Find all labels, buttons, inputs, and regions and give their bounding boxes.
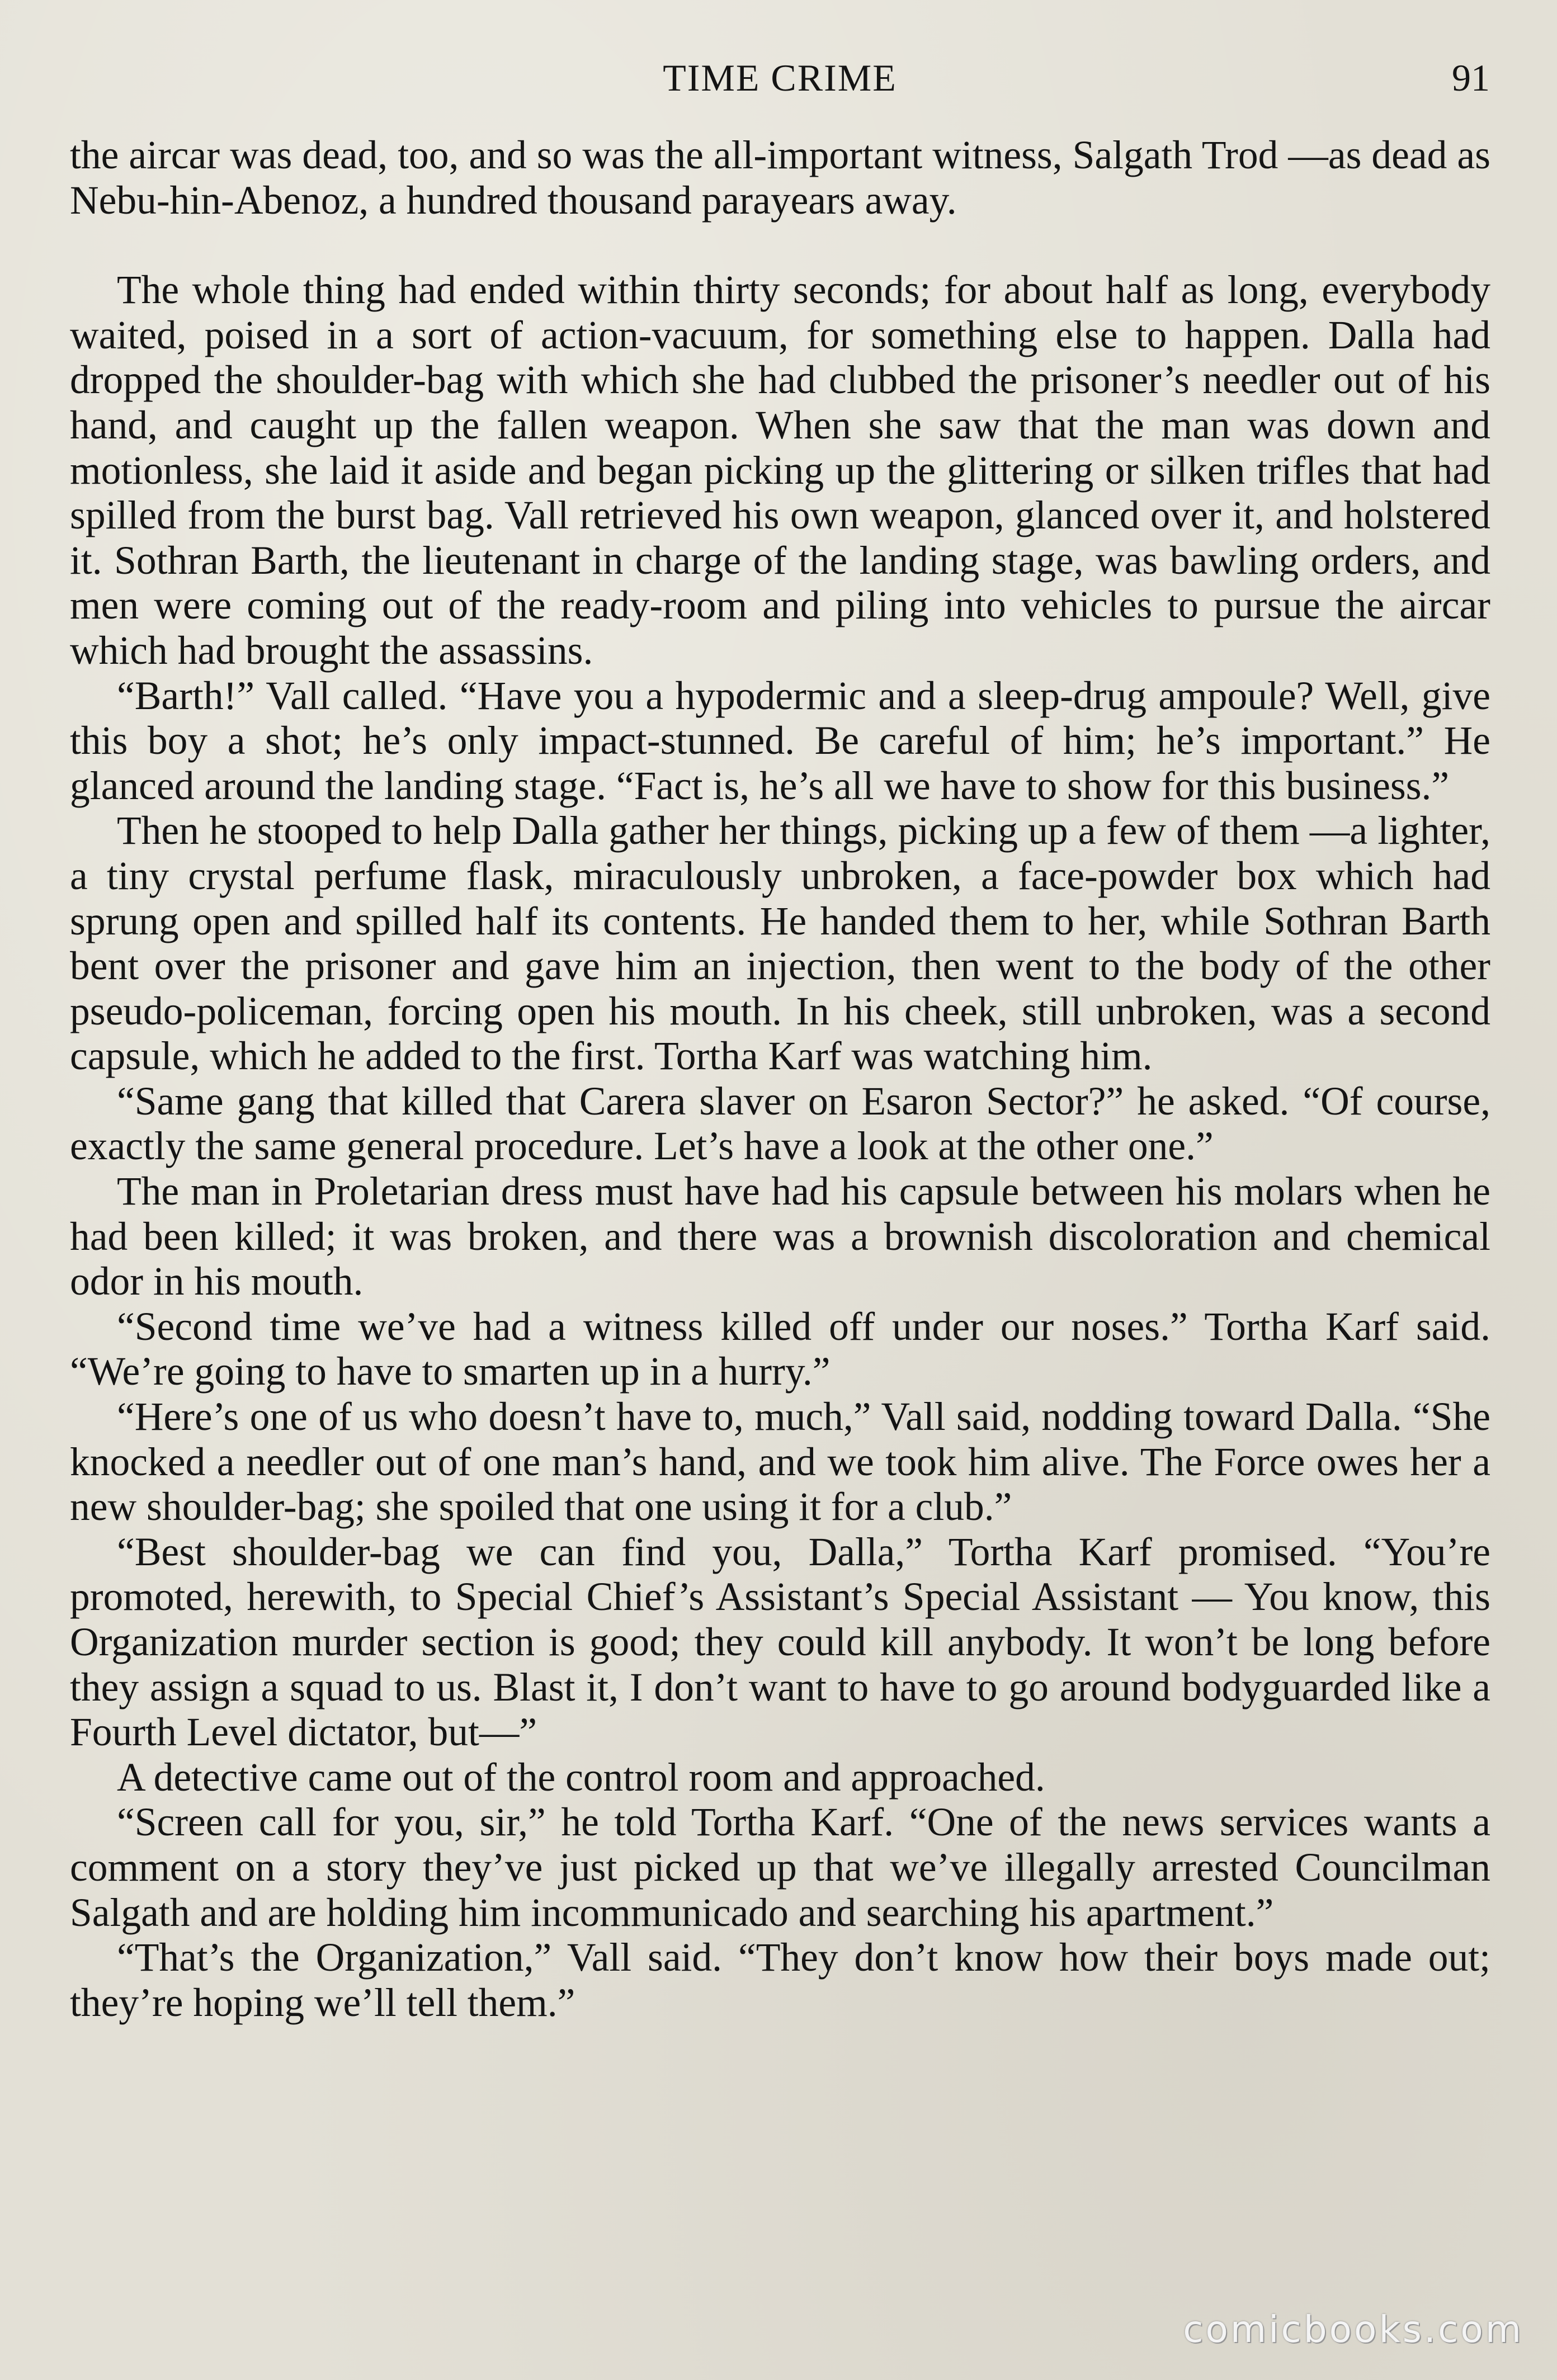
watermark: comicbooks.com (1183, 2308, 1523, 2351)
paragraph: “Barth!” Vall called. “Have you a hypodermic and a sleep-drug ampoule? Well, give this boy a shot; he’s only impact-stunned. Be careful of him; he’s important.” He glanced around the landing stage. “Fact is, he’s all we have to show for this business.” (70, 673, 1490, 808)
body-text (70, 133, 1490, 2025)
page-header (70, 56, 1490, 106)
paragraph: “Screen call for you, sir,” he told Tortha Karf. “One of the news services wants a comment on a story they’ve just picked up that we’ve illegally arrested Councilman Salgath and are holding him incommunicado and searching his apartment.” (70, 1800, 1490, 1935)
paragraph: “Same gang that killed that Carera slaver on Esaron Sector?” he asked. “Of course, exactly the same general procedure. Let’s have a look at the other one.” (70, 1079, 1490, 1169)
page-number: 91 (1452, 56, 1490, 99)
paragraph: “Here’s one of us who doesn’t have to, much,” Vall said, nodding toward Dalla. “She knocked a needler out of one man’s hand, and we took him alive. The Force owes her a new shoulder-bag; she spoiled that one using it for a club.” (70, 1395, 1490, 1529)
paragraph: The whole thing had ended within thirty seconds; for about half as long, everybody waited, poised in a sort of action-vacuum, for something else to happen. Dalla had dropped the shoulder-bag with which she had clubbed the prisoner’s needler out of his hand, and caught up the fallen weapon. When she saw that the man was down and motionless, she laid it aside and began picking up the glittering or silken trifles that had spilled from the burst bag. Vall retrieved his own weapon, glanced over it, and holstered it. Sothran Barth, the lieutenant in charge of the landing stage, was bawling orders, and men were coming out of the ready-room and piling into vehicles to pursue the aircar which had brought the assassins. (70, 268, 1490, 673)
paragraph: A detective came out of the control room and approached. (117, 1755, 1045, 1800)
paragraph: “Best shoulder-bag we can find you, Dalla,” Tortha Karf promised. “You’re promoted, herewith, to Special Chief’s Assistant’s Special Assistant — You know, this Organization murder section is good; they could kill anybody. It won’t be long before they assign a squad to us. Blast it, I don’t want to have to go around bodyguarded like a Fourth Level dictator, but—” (70, 1529, 1490, 1755)
paragraph: “Second time we’ve had a witness killed off under our noses.” Tortha Karf said. “We’re going to have to smarten up in a hurry.” (70, 1304, 1490, 1394)
paragraph: Then he stooped to help Dalla gather her things, picking up a few of them —a lighter, a tiny crystal perfume flask, miraculously unbroken, a face-powder box which had sprung open and spilled half its contents. He handed them to her, while Sothran Barth bent over the prisoner and gave him an injection, then went to the body of the other pseudo-policeman, forcing open his mouth. In his cheek, still unbroken, was a second capsule, which he added to the first. Tortha Karf was watching him. (70, 809, 1490, 1079)
running-title: TIME CRIME (663, 56, 897, 99)
paragraph: The man in Proletarian dress must have had his capsule between his molars when he had been killed; it was broken, and there was a brownish discoloration and chemical odor in his mouth. (70, 1169, 1490, 1304)
paragraph: “That’s the Organization,” Vall said. “They don’t know how their boys made out; they’re hoping we’ll tell them.” (70, 1935, 1490, 2025)
paragraph-continued: the aircar was dead, too, and so was the all-important witness, Salgath Trod —as dead as Nebu-hin-Abenoz, a hundred thousand parayears away. (70, 133, 1490, 223)
